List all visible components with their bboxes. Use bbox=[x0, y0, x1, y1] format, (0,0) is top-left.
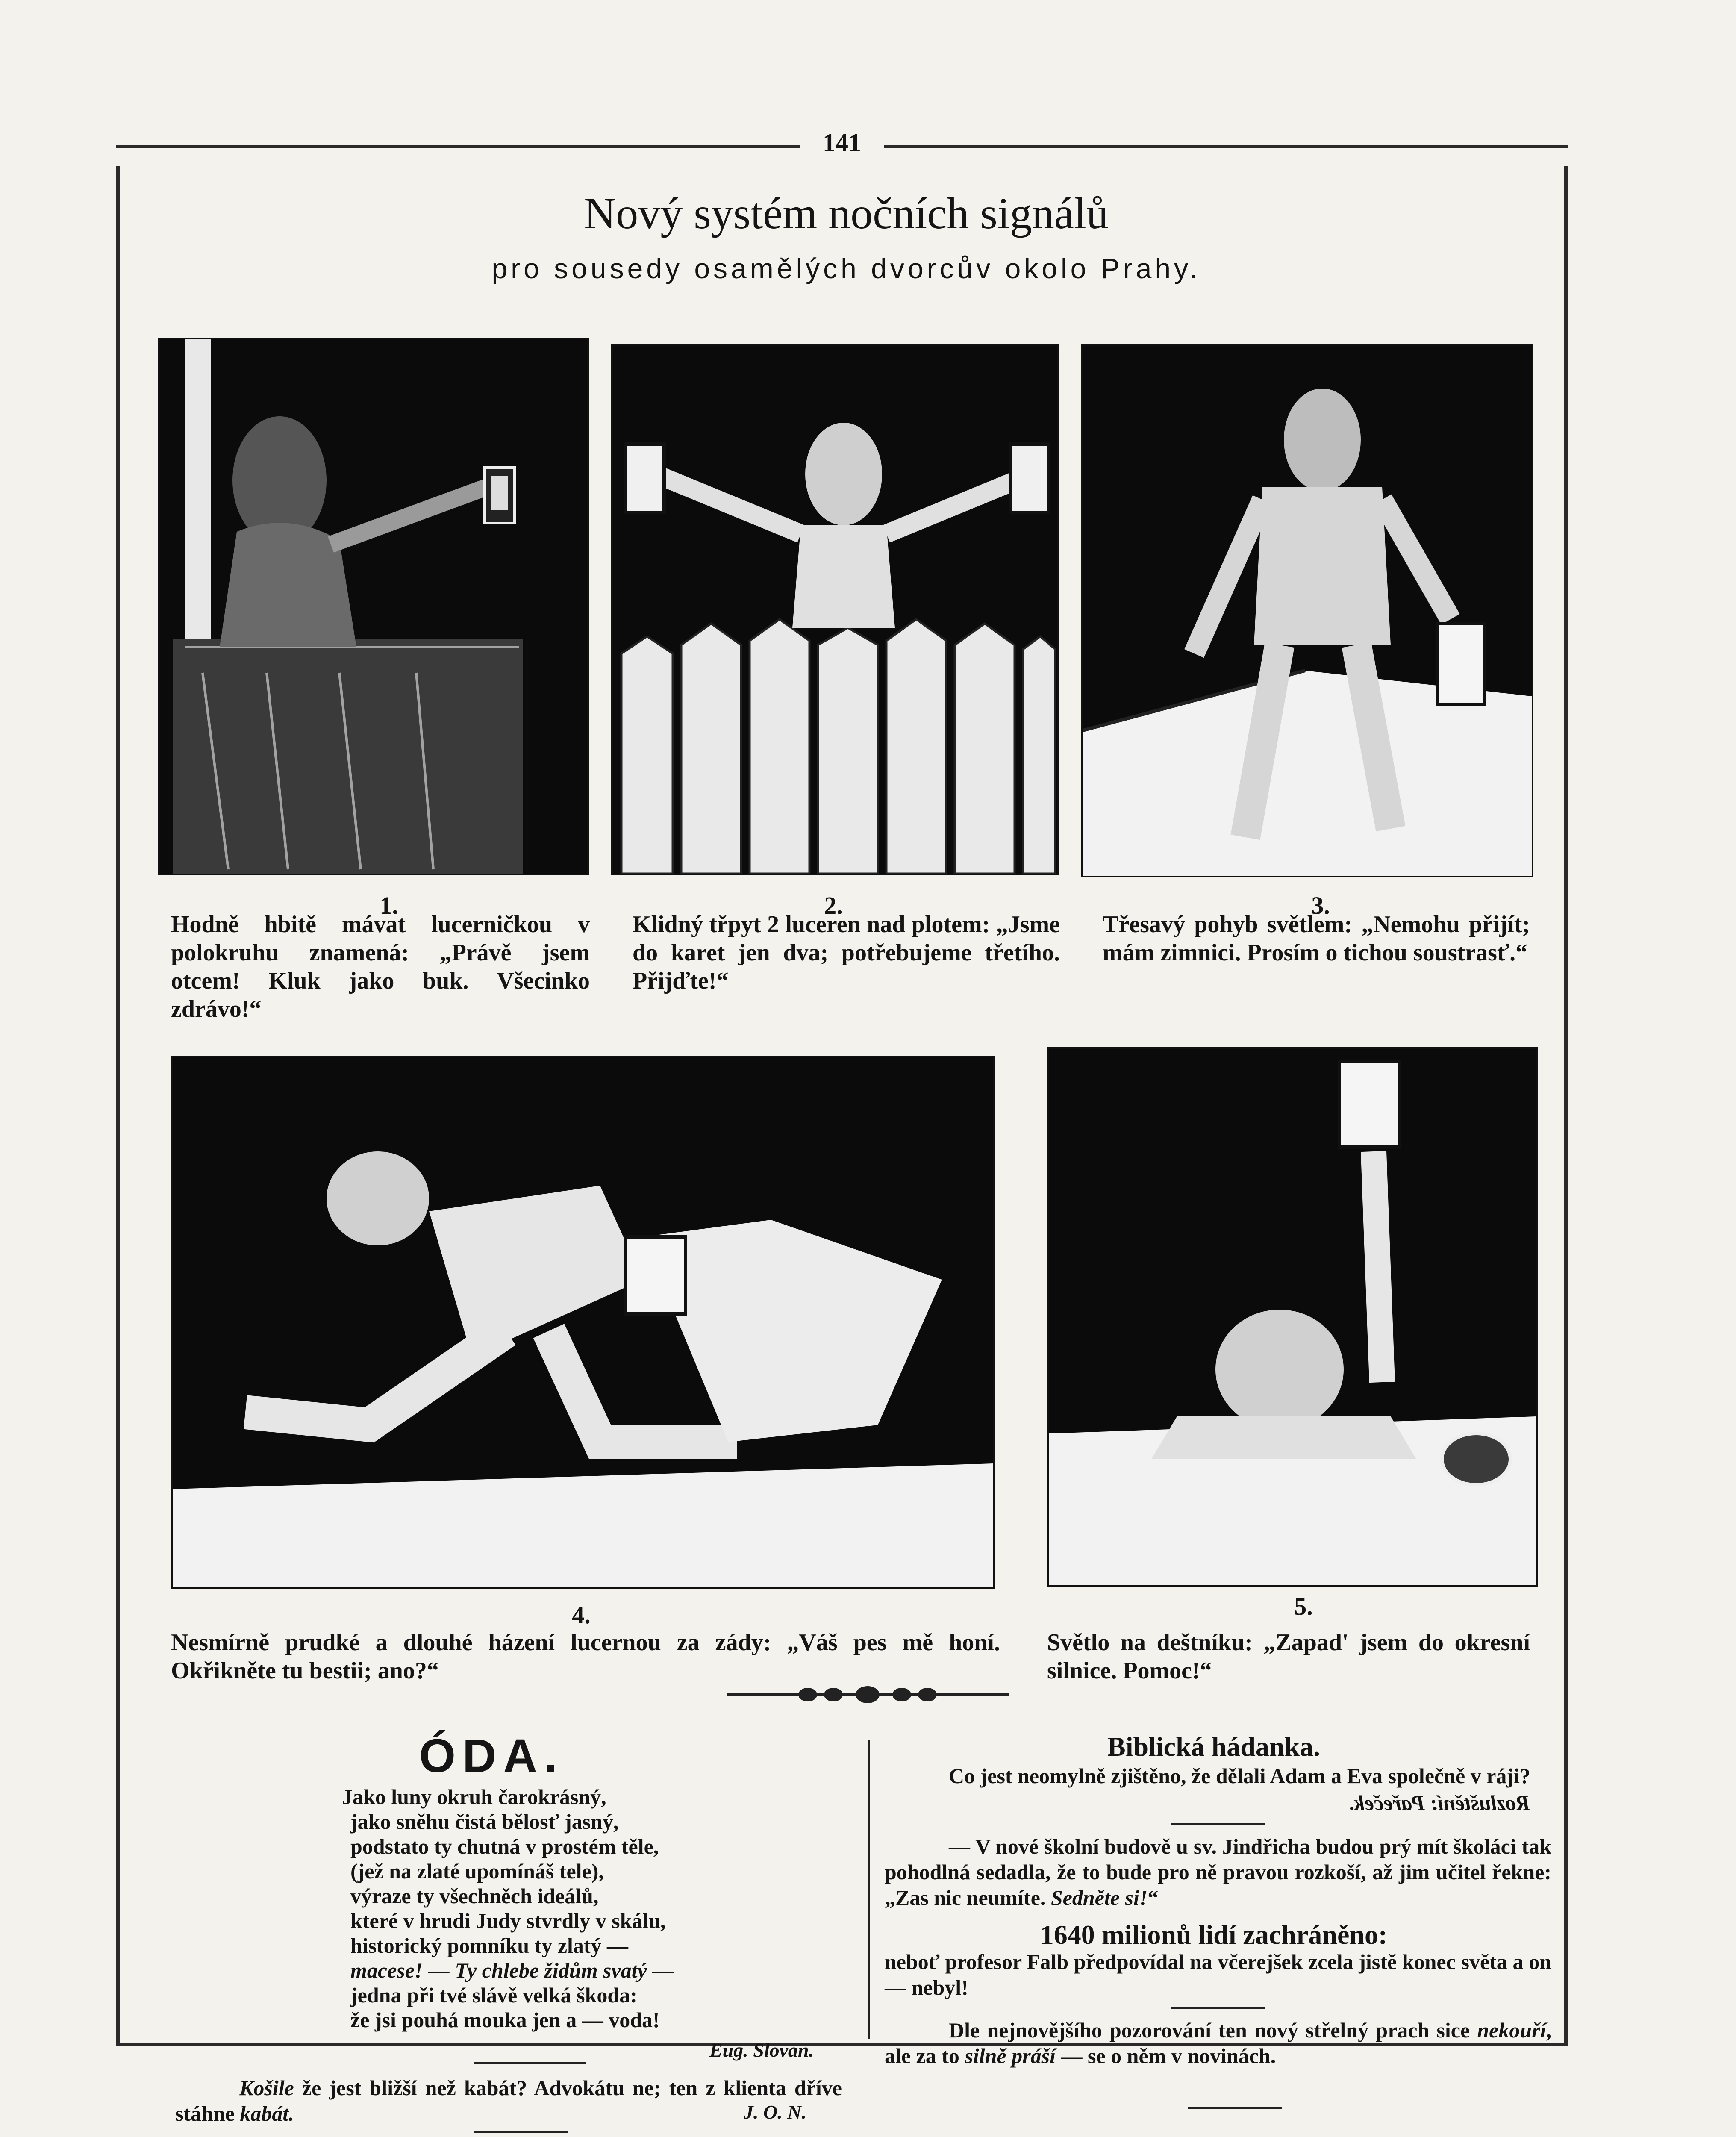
panel-5-number: 5. bbox=[1294, 1592, 1313, 1620]
panel-3-illustration bbox=[1083, 346, 1532, 876]
oda-poem bbox=[342, 1784, 855, 2032]
poem-line: podstato ty chutná v prostém těle, bbox=[350, 1834, 659, 1858]
prach-e1: nekouří bbox=[1477, 2018, 1546, 2042]
prach-e2: silně práší bbox=[965, 2044, 1056, 2068]
panel-3-caption: Třesavý pohyb světlem: „Nemohu přijít; mám zimnici. Prosím o tichou soustrasť.“ bbox=[1103, 911, 1530, 966]
poem-line: že jsi pouhá mouka jen a — voda! bbox=[350, 2008, 660, 2032]
biblicka-answer-text: Rozluštění: Pařeček. bbox=[1348, 1791, 1530, 1815]
poem-line: historický pomníku ty zlatý — bbox=[350, 1934, 629, 1957]
comic-panel-4 bbox=[171, 1056, 995, 1589]
biblicka-heading: Biblická hádanka. bbox=[1107, 1731, 1320, 1762]
biblicka-text: Co jest neomylně zjištěno, že dělali Adam a Eva společně v ráji? bbox=[949, 1764, 1530, 1788]
skola-text: — V nové školní budově u sv. Jindřicha budou prý mít školáci tak pohodlná sedadla, že to bude pro ně pravou rozkoší, až jim učitel řekne: „Zas nic neumíte. bbox=[885, 1834, 1551, 1910]
skola-em: Sedněte si! bbox=[1050, 1886, 1148, 1910]
comic-panel-1 bbox=[158, 338, 589, 875]
poem-line: výraze ty všechněch ideálů, bbox=[350, 1884, 599, 1908]
comic-panel-3 bbox=[1081, 344, 1533, 877]
biblicka-answer bbox=[1291, 1790, 1530, 1816]
divider bbox=[1188, 2107, 1282, 2109]
divider bbox=[474, 2131, 568, 2133]
kosile-em: Košile bbox=[239, 2076, 294, 2100]
comic-panel-5 bbox=[1047, 1047, 1538, 1587]
page-number: 141 bbox=[823, 129, 861, 157]
divider bbox=[474, 2062, 586, 2064]
poem-line: jako sněhu čistá bělosť jasný, bbox=[350, 1810, 619, 1834]
panel-3-number: 3. bbox=[1311, 892, 1330, 919]
page-title: Nový systém nočních signálů bbox=[584, 189, 1109, 238]
ornament-divider bbox=[727, 1678, 1009, 1712]
kosile-text: že jest bližší než kabát? Advokátu ne; ten z klienta dříve stáhne bbox=[175, 2076, 842, 2125]
comic-panel-2 bbox=[611, 344, 1059, 875]
panel-1-illustration bbox=[160, 339, 587, 874]
poem-line: které v hrudi Judy stvrdly v skálu, bbox=[350, 1909, 666, 1933]
poem-line: jedna při tvé slávě velká škoda: bbox=[350, 1983, 637, 2007]
skola-end: “ bbox=[1148, 1886, 1159, 1910]
prach-t2: , ale za to bbox=[885, 2018, 1551, 2068]
panel-5-illustration bbox=[1049, 1049, 1536, 1585]
frame-left bbox=[116, 166, 120, 2046]
divider bbox=[1171, 2007, 1265, 2009]
prach-t3: — se o něm v novinách. bbox=[1056, 2044, 1276, 2068]
prach-t1: Dle nejnovějšího pozorování ten nový střelný prach sice bbox=[949, 2018, 1477, 2042]
milionu-text: neboť profesor Falb předpovídal na včerejšek zcela jistě konec světa a on — nebyl! bbox=[885, 1950, 1551, 1999]
poem-line: Jako luny okruh čarokrásný, bbox=[342, 1785, 606, 1809]
panel-4-number: 4. bbox=[572, 1601, 591, 1629]
panel-1-caption: Hodně hbitě mávat lucerničkou v polokruhu znamená: „Právě jsem otcem! Kluk jako buk. Všecinko zdrávo!“ bbox=[171, 911, 590, 1022]
poem-line: (jež na zlaté upomínáš tele), bbox=[350, 1859, 604, 1883]
oda-signature: Eug. Slovan. bbox=[709, 2039, 814, 2061]
milionu-heading: 1640 milionů lidí zachráněno: bbox=[1040, 1919, 1388, 1950]
panel-2-caption: Klidný třpyt 2 luceren nad plotem: „Jsme do karet jen dva; potřebujeme třetího. Přijďte!“ bbox=[633, 911, 1060, 994]
kosile-signature: J. O. N. bbox=[744, 2101, 806, 2123]
panel-2-illustration bbox=[613, 346, 1057, 874]
skola-paragraph bbox=[885, 1834, 1551, 1910]
panel-5-caption: Světlo na deštníku: „Zapad' jsem do okresní silnice. Pomoc!“ bbox=[1047, 1629, 1530, 1684]
kosile-em2: kabát. bbox=[240, 2102, 294, 2125]
divider bbox=[1171, 1823, 1265, 1825]
panel-4-caption: Nesmírně prudké a dlouhé házení lucernou za zády: „Váš pes mě honí. Okřikněte tu bestii; ano?“ bbox=[171, 1629, 1000, 1684]
frame-right bbox=[1564, 166, 1568, 2046]
prach-paragraph bbox=[885, 2017, 1551, 2069]
panel-2-number: 2. bbox=[824, 892, 843, 919]
frame-top-left bbox=[116, 145, 800, 148]
panel-1-number: 1. bbox=[380, 892, 398, 919]
panel-4-illustration bbox=[173, 1057, 993, 1587]
kosile-paragraph bbox=[175, 2075, 842, 2126]
frame-top-right bbox=[884, 145, 1568, 148]
column-rule bbox=[868, 1740, 870, 2039]
poem-line: macese! — Ty chlebe židům svatý — bbox=[350, 1958, 674, 1982]
oda-title: ÓDA. bbox=[419, 1730, 564, 1782]
page-subtitle: pro sousedy osamělých dvorcův okolo Prahy. bbox=[491, 253, 1201, 284]
